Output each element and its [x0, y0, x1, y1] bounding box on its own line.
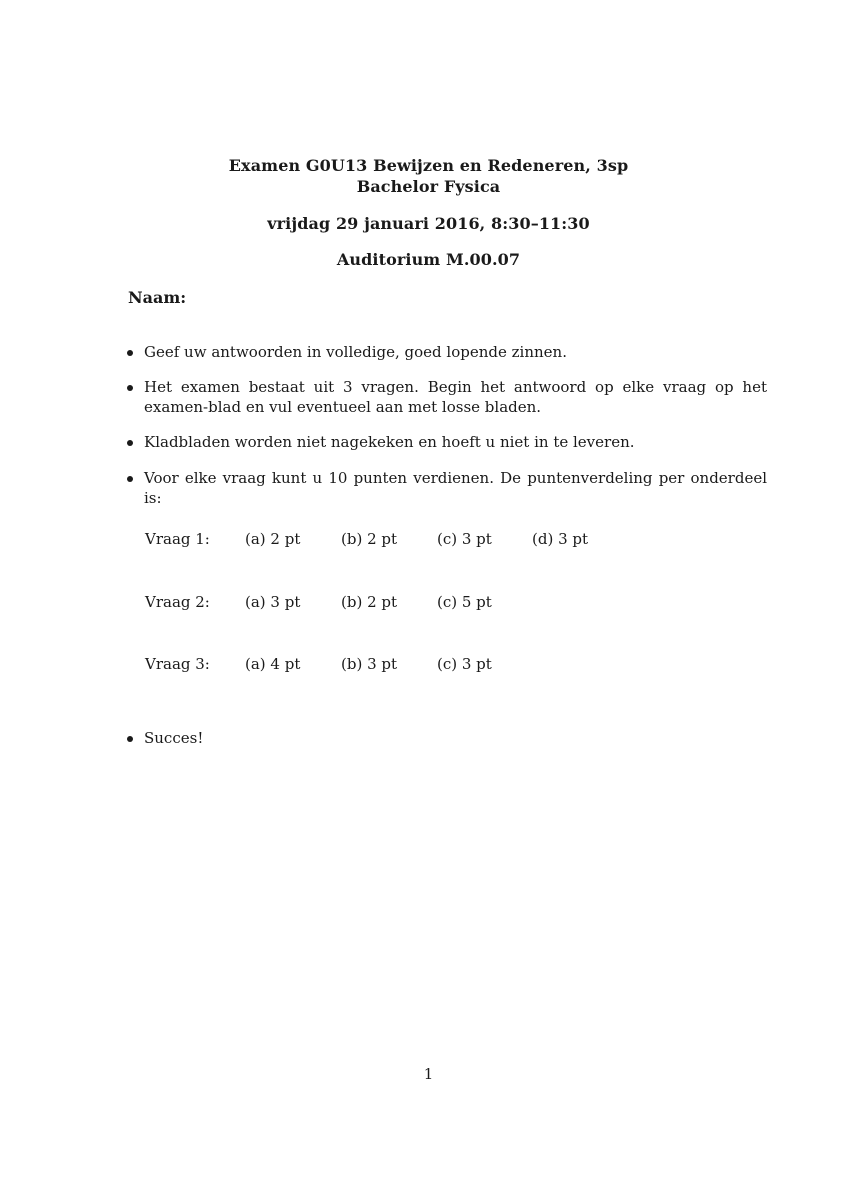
bullet-icon	[127, 385, 133, 391]
name-label: Naam:	[128, 288, 187, 307]
bullet-icon	[127, 350, 133, 356]
part-points: (c) 3 pt	[437, 655, 492, 673]
exam-title: Examen G0U13 Bewijzen en Redeneren, 3sp	[228, 156, 629, 175]
part-points: (b) 3 pt	[341, 655, 398, 673]
question-label: Vraag 1:	[145, 530, 210, 548]
part-points: (a) 4 pt	[245, 655, 301, 673]
program-title: Bachelor Fysica	[356, 177, 501, 196]
part-points: (b) 2 pt	[341, 593, 398, 611]
list-item	[127, 728, 767, 748]
list-item	[127, 432, 767, 452]
instruction-text: Het examen bestaat uit 3 vragen. Begin het antwoord op elke vraag op het examen-blad en vul eventueel aan met losse bladen.	[144, 378, 767, 416]
instruction-text: Geef uw antwoorden in volledige, goed lopende zinnen.	[144, 343, 567, 361]
part-points: (b) 2 pt	[341, 530, 398, 548]
exam-date: vrijdag 29 januari 2016, 8:30–11:30	[267, 214, 590, 233]
closing-text: Succes!	[144, 729, 204, 747]
instruction-text: Voor elke vraag kunt u 10 punten verdienen. De puntenverdeling per onderdeel is:	[144, 469, 767, 507]
part-points: (c) 3 pt	[437, 530, 492, 548]
list-item	[127, 468, 767, 508]
page-number: 1	[423, 1065, 434, 1083]
bullet-icon	[127, 736, 133, 742]
part-points: (d) 3 pt	[532, 530, 589, 548]
part-points: (c) 5 pt	[437, 593, 492, 611]
part-points: (a) 2 pt	[245, 530, 301, 548]
question-label: Vraag 3:	[145, 655, 210, 673]
bullet-icon	[127, 476, 133, 482]
list-item	[127, 377, 767, 417]
list-item	[127, 342, 767, 362]
bullet-icon	[127, 440, 133, 446]
exam-location: Auditorium M.00.07	[336, 250, 521, 269]
instruction-text: Kladbladen worden niet nagekeken en hoeft u niet in te leveren.	[144, 433, 635, 451]
question-label: Vraag 2:	[145, 593, 210, 611]
part-points: (a) 3 pt	[245, 593, 301, 611]
